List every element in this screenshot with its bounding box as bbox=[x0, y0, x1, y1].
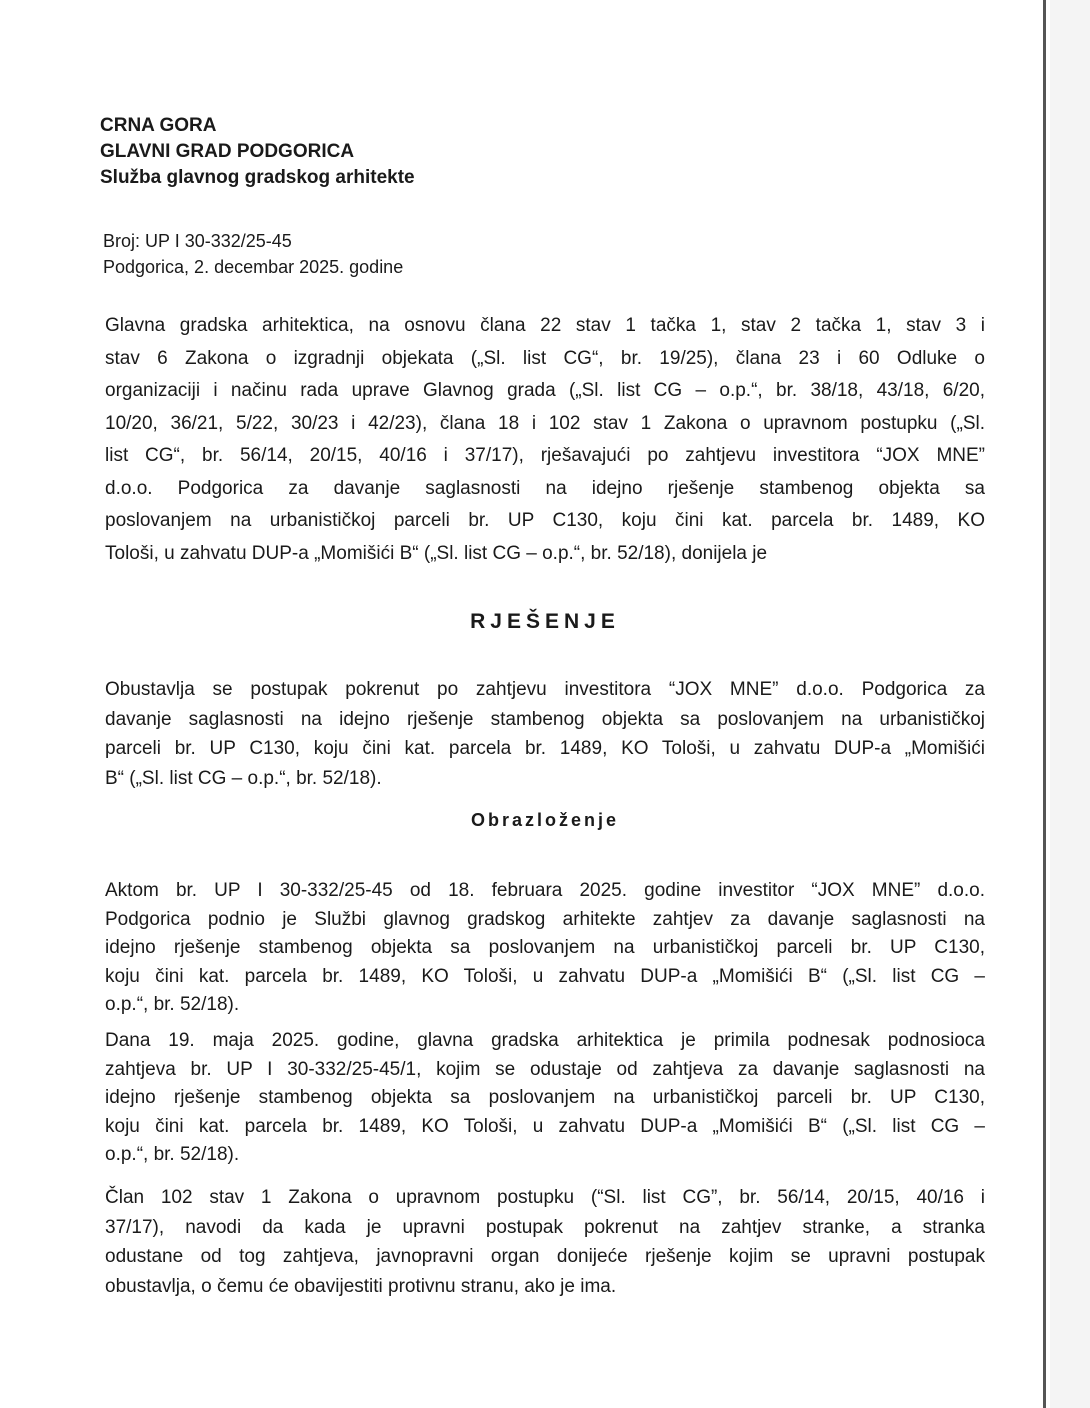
text-line: Obustavlja se postupak pokrenut po zahtjevu investitora “JOX MNE” d.o.o. Podgorica za bbox=[105, 679, 985, 700]
text-line: idejno rješenje stambenog objekta sa poslovanjem na urbanističkoj parceli br. UP C130, bbox=[105, 937, 985, 958]
text-line: Aktom br. UP I 30-332/25-45 od 18. februara 2025. godine investitor “JOX MNE” d.o.o. bbox=[105, 880, 985, 901]
text-line: stav 6 Zakona o izgradnji objekata („Sl. list CG“, br. 19/25), člana 23 i 60 Odluke o bbox=[105, 347, 985, 369]
text-line: o.p.“, br. 52/18). bbox=[105, 994, 240, 1015]
text-line: 10/20, 36/21, 5/22, 30/23 i 42/23), člana 18 i 102 stav 1 Zakona o upravnom postupku („Sl. bbox=[105, 412, 985, 434]
text-line: list CG“, br. 56/14, 20/15, 40/16 i 37/17), rješavajući po zahtjevu investitora “JOX MNE” bbox=[105, 445, 985, 466]
scan-edge-line bbox=[1043, 0, 1046, 1408]
text-line: organizaciji i načinu rada uprave Glavnog grada („Sl. list CG – o.p.“, br. 38/18, 43/18, 6/20, bbox=[105, 380, 985, 401]
text-line: obustavlja, o čemu će obavijestiti protivnu stranu, ako je ima. bbox=[105, 1275, 617, 1297]
text-line: odustane od tog zahtjeva, javnopravni organ donijeće rješenje kojim se upravni postupak bbox=[105, 1246, 985, 1267]
text-line: Podgorica podnio je Službi glavnog gradskog arhitekte zahtjev za davanje saglasnosti na bbox=[105, 908, 985, 930]
reasoning-paragraph-3 bbox=[105, 1183, 985, 1301]
text-line: davanje saglasnosti na idejno rješenje stambenog objekta sa poslovanjem na urbanističkoj bbox=[105, 708, 985, 730]
country: CRNA GORA bbox=[100, 115, 217, 136]
reasoning-paragraph-2 bbox=[105, 1027, 985, 1170]
text-line: B“ („Sl. list CG – o.p.“, br. 52/18). bbox=[105, 767, 382, 789]
text-line: koju čini kat. parcela br. 1489, KO Tološi, u zahvatu DUP-a „Momišići B“ („Sl. list CG – bbox=[105, 1115, 985, 1137]
text-line: 37/17), navodi da kada je upravni postupak pokrenut na zahtjev stranke, a stranka bbox=[105, 1216, 985, 1238]
letterhead bbox=[100, 113, 415, 191]
text-line: idejno rješenje stambenog objekta sa poslovanjem na urbanističkoj parceli br. UP C130, bbox=[105, 1087, 985, 1108]
reasoning-title: Obrazloženje bbox=[470, 810, 620, 830]
text-line: Dana 19. maja 2025. godine, glavna gradska arhitektica je primila podnesak podnosioca bbox=[105, 1030, 985, 1051]
text-line: o.p.“, br. 52/18). bbox=[105, 1144, 240, 1165]
document-number: Broj: UP I 30-332/25-45 bbox=[103, 231, 292, 251]
place-date: Podgorica, 2. decembar 2025. godine bbox=[103, 257, 404, 277]
text-line: Član 102 stav 1 Zakona o upravnom postupku (“Sl. list CG”, br. 56/14, 20/15, 40/16 i bbox=[105, 1187, 985, 1208]
document-meta bbox=[103, 228, 403, 280]
reasoning-paragraph-1 bbox=[105, 877, 985, 1020]
scan-margin bbox=[1050, 0, 1090, 1408]
text-line: Tološi, u zahvatu DUP-a „Momišići B“ („Sl. list CG – o.p.“, br. 52/18), donijela je bbox=[105, 542, 768, 564]
text-line: koju čini kat. parcela br. 1489, KO Tološi, u zahvatu DUP-a „Momišići B“ („Sl. list CG – bbox=[105, 965, 985, 987]
text-line: poslovanjem na urbanističkoj parceli br. UP C130, koju čini kat. parcela br. 1489, KO bbox=[105, 510, 985, 531]
office: Služba glavnog gradskog arhitekte bbox=[100, 167, 415, 188]
text-line: Glavna gradska arhitektica, na osnovu člana 22 stav 1 tačka 1, stav 2 tačka 1, stav 3 i bbox=[105, 315, 985, 336]
decision-text bbox=[105, 675, 985, 793]
preamble bbox=[105, 310, 985, 570]
city: GLAVNI GRAD PODGORICA bbox=[100, 141, 355, 162]
text-line: d.o.o. Podgorica za davanje saglasnosti na idejno rješenje stambenog objekta sa bbox=[105, 477, 985, 499]
text-line: zahtjeva br. UP I 30-332/25-45/1, kojim se odustaje od zahtjeva za davanje saglasnosti na bbox=[105, 1058, 985, 1080]
text-line: parceli br. UP C130, koju čini kat. parcela br. 1489, KO Tološi, u zahvatu DUP-a „Momišići bbox=[105, 738, 985, 759]
decision-title: RJEŠENJE bbox=[470, 610, 620, 633]
